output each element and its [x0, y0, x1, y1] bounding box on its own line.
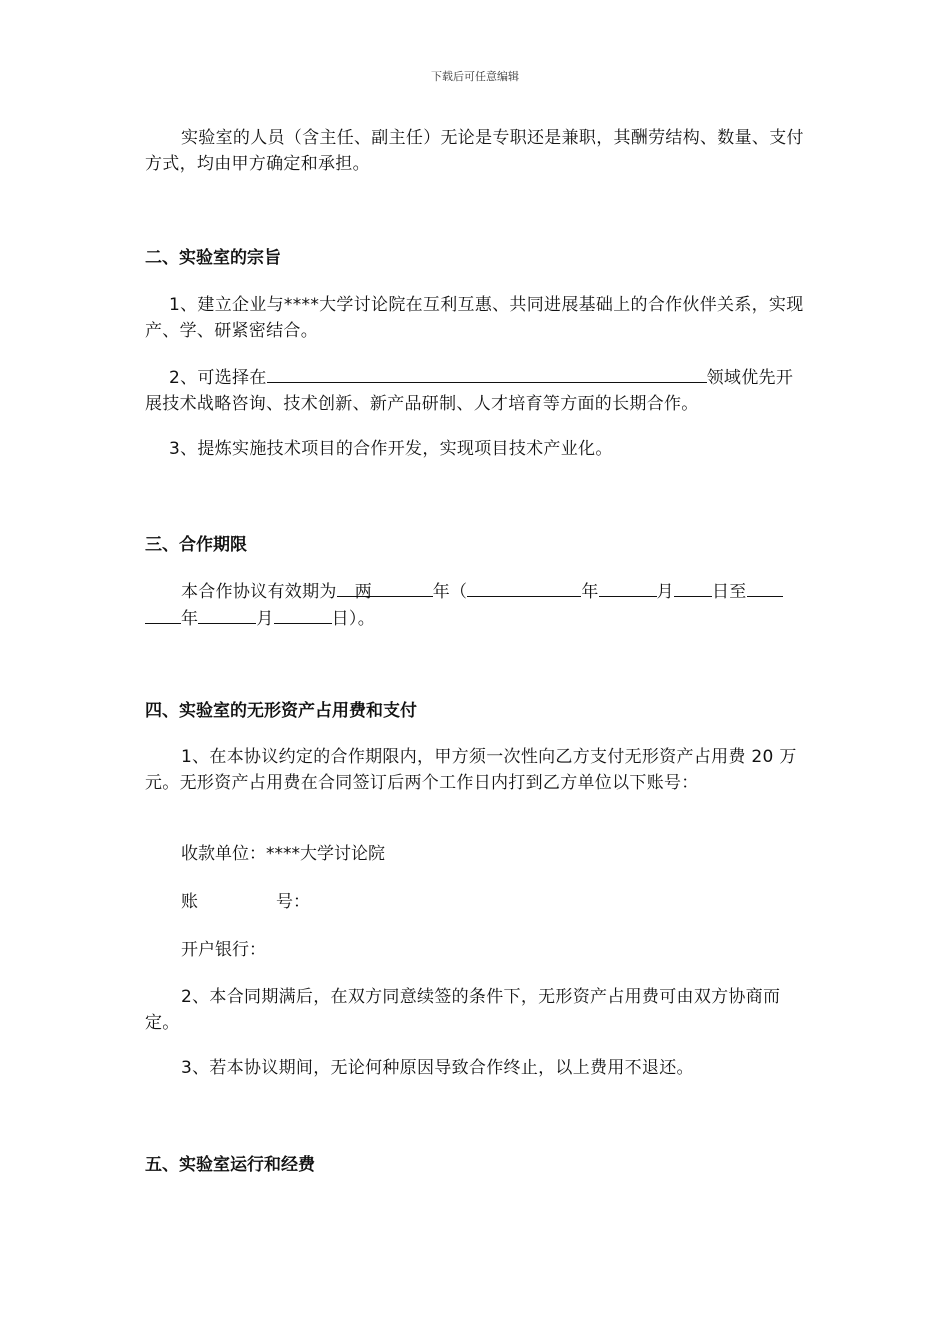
section-2-item-2-prefix: 2、可选择在 — [169, 368, 267, 388]
unit-month: 月 — [256, 609, 274, 629]
account-label-a: 账 — [181, 892, 198, 912]
section-3-title: 三、合作期限 — [145, 535, 247, 555]
section-3-prefix: 本合作协议有效期为 — [181, 582, 337, 602]
section-4-item-1: 1、在本协议约定的合作期限内，甲方须一次性向乙方支付无形资产占用费 20 万元。无形资产占用费在合同签订后两个工作日内打到乙方单位以下账号： — [145, 747, 797, 793]
account-label-b: 号： — [276, 892, 310, 912]
section-2-item-1: 1、建立企业与****大学讨论院在互利互惠、共同进展基础上的合作伙伴关系，实现产、学、研紧密结合。 — [145, 295, 804, 341]
field-blank — [674, 578, 712, 597]
page-header: 下载后可任意编辑 — [431, 70, 519, 83]
payee-value: ****大学讨论院 — [266, 844, 385, 864]
intro-paragraph: 实验室的人员（含主任、副主任）无论是专职还是兼职，其酬劳结构、数量、支付方式，均由甲方确定和承担。 — [145, 128, 804, 174]
unit-year: 年 — [581, 582, 599, 602]
bank-label: 开户银行： — [181, 940, 266, 960]
unit-year: 年 — [432, 582, 451, 602]
day-to: 日至 — [711, 582, 747, 602]
field-blank — [145, 605, 181, 624]
field-blank — [267, 364, 707, 383]
field-blank — [198, 605, 256, 624]
day-close: 日）。 — [331, 609, 376, 629]
section-3-paragraph — [145, 578, 810, 632]
account-line — [181, 889, 310, 915]
field-blank — [467, 578, 581, 597]
payee-label: 收款单位： — [181, 844, 266, 864]
field-blank — [274, 605, 332, 624]
section-4-item-2: 2、本合同期满后，在双方同意续签的条件下，无形资产占用费可由双方协商而定。 — [145, 987, 781, 1033]
section-2-item-3: 3、提炼实施技术项目的合作开发，实现项目技术产业化。 — [169, 439, 613, 459]
section-4-title: 四、实验室的无形资产占用费和支付 — [145, 701, 417, 721]
period-value: 两 — [337, 579, 433, 597]
field-blank — [599, 578, 657, 597]
section-2-item-2 — [145, 364, 810, 417]
field-blank — [747, 578, 783, 597]
payee-line — [181, 841, 385, 867]
section-2-title: 二、实验室的宗旨 — [145, 248, 281, 268]
section-4-item-3: 3、若本协议期间，无论何种原因导致合作终止，以上费用不退还。 — [181, 1058, 694, 1078]
section-5-title: 五、实验室运行和经费 — [145, 1155, 315, 1175]
unit-year: 年 — [181, 609, 199, 629]
paren-open: （ — [450, 582, 468, 602]
unit-month: 月 — [656, 582, 674, 602]
section-2-item-2-suffix: 领域优先开展技术战略咨询、技术创新、新产品研制、人才培育等方面的长期合作。 — [145, 368, 794, 414]
bank-line — [181, 937, 266, 963]
